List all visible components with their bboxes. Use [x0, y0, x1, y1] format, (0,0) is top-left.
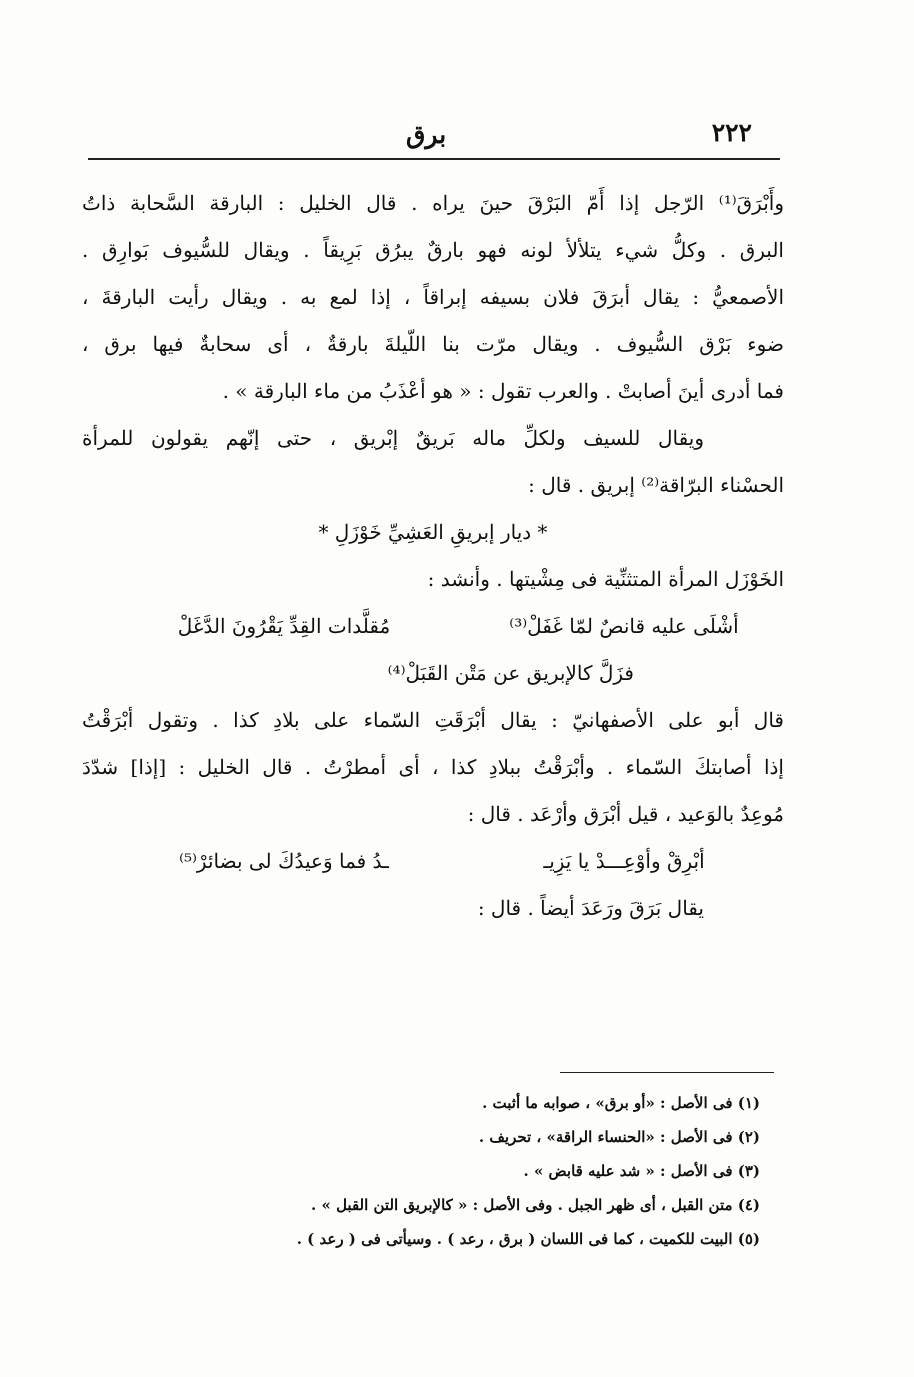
text-line: قال أبو على الأصفهانيّ : يقال أبْرَقَتِ السّماء على بلادِ كذا . وتقول أبْرَقْتُ	[82, 708, 784, 732]
text-line: ويقال للسيف ولكلِّ ماله بَريقٌ إبْريق ، حتى إنّهم يقولون للمرأة	[82, 426, 704, 450]
footnote-divider	[560, 1072, 774, 1073]
verse-line: * ديار إبريقِ العَشِيِّ خَوْزَلِ *	[318, 520, 548, 544]
text-line: الخَوْزَل المرأة المتثنِّية فى مِشْيتها . وأنشد :	[427, 567, 784, 591]
text-line: يقال بَرَقَ ورَعَدَ أيضاً . قال :	[477, 896, 704, 920]
text-line: وأَبْرَقَ⁽¹⁾ الرّجل إذا أَمّ البَرْقَ حينَ يراه . قال الخليل : البارقة السَّحابة ذاتُ	[82, 191, 784, 215]
footnotes	[150, 1086, 760, 1256]
text-line: البرق . وكلُّ شيء يتلألأ لونه فهو بارقٌ يبرُق بَرِيقاً . ويقال للسُّيوف بَوارِق .	[82, 238, 784, 262]
text-line: ضوء بَرْق السُّيوف . ويقال مرّت بنا اللّيلةَ بارقةٌ ، أى سحابةٌ فيها برق ،	[82, 332, 784, 356]
main-text	[82, 180, 784, 932]
footnote: (٢) فى الأصل : «الحنساء الراقة» ، تحريف .	[478, 1128, 760, 1146]
verse-hemistich-second: مُقلَّدات القِدِّ يَقْرُونَ الدَّغَلْ	[177, 614, 391, 638]
text-line: مُوعِدٌ بالوَعيد ، قيل أبْرَق وأرْعَد . قال :	[467, 802, 784, 826]
text-line: فما أدرى أينَ أصابتْ . والعرب تقول : « هو أعْذَبُ من ماء البارقة » .	[222, 379, 784, 403]
footnote: (٣) فى الأصل : « شد عليه قابض » .	[523, 1162, 760, 1180]
footnote: (٤) متن القبل ، أى ظهر الجبل . وفى الأصل : « كالإبريق التن القبل » .	[311, 1196, 760, 1214]
verse-hemistich-second: ـدُ فما وَعيدُكَ لى بضائرْ⁽⁵⁾	[179, 849, 389, 873]
running-title: برق	[406, 120, 447, 149]
text-line: الأصمعيُّ : يقال أبرَقَ فلان بسيفه إبراقاً ، إذا لمع به . ويقال رأيت البارقةَ ،	[82, 285, 784, 309]
verse-line: فزَلَّ كالإبريق عن مَتْن القَبَلْ⁽⁴⁾	[387, 661, 634, 685]
footnote: (١) فى الأصل : «أو برق» ، صوابه ما أثبت .	[482, 1094, 760, 1112]
text-line: الحسْناء البرّاقة⁽²⁾ إبريق . قال :	[528, 473, 784, 497]
page-number: ٢٢٢	[711, 118, 752, 147]
page-header	[88, 118, 780, 158]
text-line: إذا أصابتكَ السّماء . وأبْرَقْتُ ببلادِ كذا ، أى أمطرْتُ . قال الخليل : [إذا] شدّدَ	[82, 755, 784, 779]
verse-hemistich-first: أشْلَى عليه قانصٌ لمّا غَفَلْ⁽³⁾	[509, 614, 739, 638]
header-divider	[88, 158, 780, 160]
verse-couplet	[82, 603, 784, 650]
verse-hemistich-first: أبْرِقْ وأوْعِـــدْ يا يَزِيـ	[543, 849, 705, 873]
verse-couplet	[82, 838, 784, 885]
footnote: (٥) البيت للكميت ، كما فى اللسان ( برق ، رعد ) . وسيأتى فى ( رعد ) .	[296, 1230, 760, 1248]
